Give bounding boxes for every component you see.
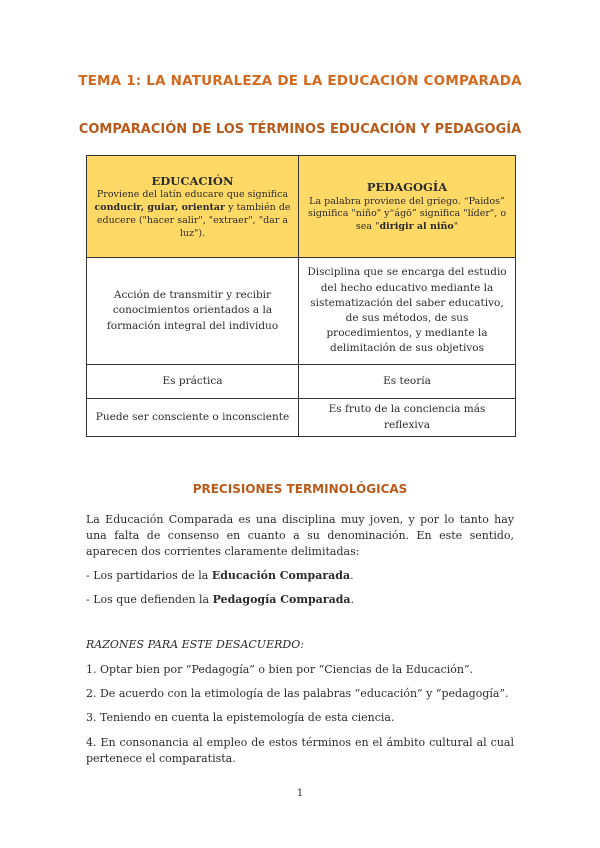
section-title-comparison: COMPARACIÓN DE LOS TÉRMINOS EDUCACIÓN Y PEDAGOGÍA [78, 122, 522, 137]
section-title-precisiones: PRECISIONES TERMINOLÓGICAS [192, 482, 408, 496]
page-title: TEMA 1: LA NATURALEZA DE LA EDUCACIÓN COMPARADA [78, 73, 522, 89]
reason-item: 4. En consonancia al empleo de estos términos en el ámbito cultural al cual pertenece el comparatista. [86, 736, 514, 765]
table-cell: Es teoría [299, 365, 516, 399]
page-number: 1 [296, 788, 304, 799]
reasons-heading: RAZONES PARA ESTE DESACUERDO: [86, 638, 304, 651]
header-educacion: EDUCACIÓN Proviene del latín educare que significa conducir, guiar, orientar y también de educere ("hacer salir", "extraer", "dar a luz"). [87, 156, 299, 258]
comparison-table [86, 155, 516, 437]
bullet-item: - Los partidarios de la Educación Comparada. [86, 569, 354, 582]
reason-item: 3. Teniendo en cuenta la epistemología de esta ciencia. [86, 711, 395, 724]
reason-item: 1. Optar bien por “Pedagogía” o bien por “Ciencias de la Educación”. [86, 663, 474, 676]
table-cell: Disciplina que se encarga del estudio del hecho educativo mediante la sistematización del saber educativo, de sus métodos, de sus procedimientos, y mediante la delimitación de sus objetivos [299, 258, 516, 365]
table-cell: Es práctica [87, 365, 299, 399]
bullet-item: - Los que defienden la Pedagogía Comparada. [86, 593, 355, 606]
table-header-row [87, 156, 516, 258]
table-row [87, 399, 516, 437]
table-cell: Acción de transmitir y recibir conocimientos orientados a la formación integral del individuo [87, 258, 299, 365]
table-cell: Es fruto de la conciencia más reflexiva [299, 399, 516, 437]
intro-paragraph: La Educación Comparada es una disciplina muy joven, y por lo tanto hay una falta de consenso en cuanto a su denominación. En este sentido, aparecen dos corrientes claramente delimitadas: [86, 513, 514, 558]
educacion-definition: Proviene del latín educare que significa conducir, guiar, orientar y también de educere ("hacer salir", "extraer", "dar a luz"). [94, 189, 291, 239]
table-row [87, 258, 516, 365]
pedagogia-definition: La palabra proviene del griego. “Paidos” significa "niño" y“ágō” significa "líder", o sea "dirigir al niño" [307, 195, 507, 233]
table-row [87, 365, 516, 399]
reason-item: 2. De acuerdo con la etimología de las palabras “educación” y “pedagogía”. [86, 687, 509, 700]
header-pedagogia: PEDAGOGÍA La palabra proviene del griego. “Paidos” significa "niño" y“ágō” significa "líder", o sea "dirigir al niño" [299, 156, 516, 258]
table-cell: Puede ser consciente o inconsciente [87, 399, 299, 437]
